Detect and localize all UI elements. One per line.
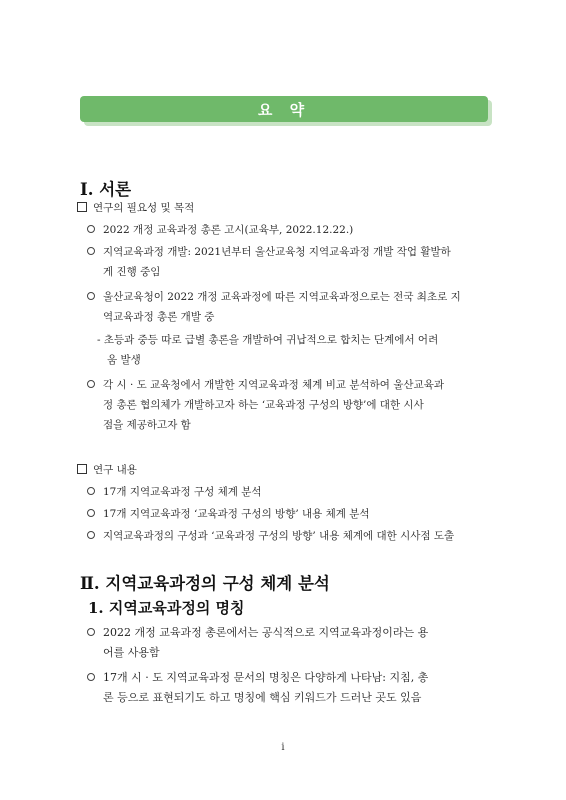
subheading-research-content: 연구 내용 xyxy=(77,464,137,477)
bullet-item: 17개 지역교육과정 구성 체계 분석 xyxy=(87,486,262,499)
bullet-continuation: 점을 제공하고자 함 xyxy=(103,419,191,431)
checkbox-square-icon xyxy=(77,464,87,474)
bullet-item: 울산교육청이 2022 개정 교육과정에 따른 지역교육과정으로는 전국 최초로 지 xyxy=(87,291,461,304)
section-2-title: Ⅱ. 지역교육과정의 구성 체계 분석 xyxy=(80,574,330,593)
circle-bullet-icon xyxy=(87,292,95,300)
checkbox-square-icon xyxy=(77,202,87,212)
page-number: i xyxy=(281,742,285,753)
circle-bullet-icon xyxy=(87,247,95,255)
circle-bullet-icon xyxy=(87,673,95,681)
bullet-item: 지역교육과정 개발: 2021년부터 울산교육청 지역교육과정 개발 작업 활발하 xyxy=(87,246,451,259)
subheading-research-purpose: 연구의 필요성 및 목적 xyxy=(77,202,194,215)
circle-bullet-icon xyxy=(87,628,95,636)
circle-bullet-icon xyxy=(87,225,95,233)
circle-bullet-icon xyxy=(87,509,95,517)
circle-bullet-icon xyxy=(87,531,95,539)
section-2-1-title: 1. 지역교육과정의 명칭 xyxy=(88,599,245,617)
dash-item: - 초등과 중등 따로 급별 총론을 개발하여 귀납적으로 합치는 단계에서 어려 xyxy=(97,334,439,346)
bullet-continuation: 론 등으로 표현되기도 하고 명칭에 핵심 키워드가 드러난 곳도 있음 xyxy=(103,691,422,704)
section-1-title: Ⅰ. 서론 xyxy=(80,180,132,199)
bullet-item: 2022 개정 교육과정 총론 고시(교육부, 2022.12.22.) xyxy=(87,224,353,237)
bullet-item: 2022 개정 교육과정 총론에서는 공식적으로 지역교육과정이라는 용 xyxy=(87,626,428,639)
circle-bullet-icon xyxy=(87,380,95,388)
bullet-item: 17개 시 · 도 지역교육과정 문서의 명칭은 다양하게 나타남: 지침, 총 xyxy=(87,671,428,684)
bullet-item: 지역교육과정의 구성과 ‘교육과정 구성의 방향’ 내용 체계에 대한 시사점 도출 xyxy=(87,530,454,543)
bullet-continuation: 어를 사용함 xyxy=(103,646,160,659)
summary-banner: 요 약 xyxy=(80,96,488,122)
bullet-item: 17개 지역교육과정 ‘교육과정 구성의 방향’ 내용 체계 분석 xyxy=(87,508,370,521)
bullet-continuation: 게 진행 중임 xyxy=(103,266,161,278)
bullet-continuation: 정 총론 협의체가 개발하고자 하는 ‘교육과정 구성의 방향’에 대한 시사 xyxy=(103,399,424,411)
bullet-continuation: 역교육과정 총론 개발 중 xyxy=(103,311,215,323)
circle-bullet-icon xyxy=(87,487,95,495)
dash-continuation: 움 발생 xyxy=(107,354,141,366)
bullet-item: 각 시 · 도 교육청에서 개발한 지역교육과정 체계 비교 분석하여 울산교육과 xyxy=(87,379,444,392)
